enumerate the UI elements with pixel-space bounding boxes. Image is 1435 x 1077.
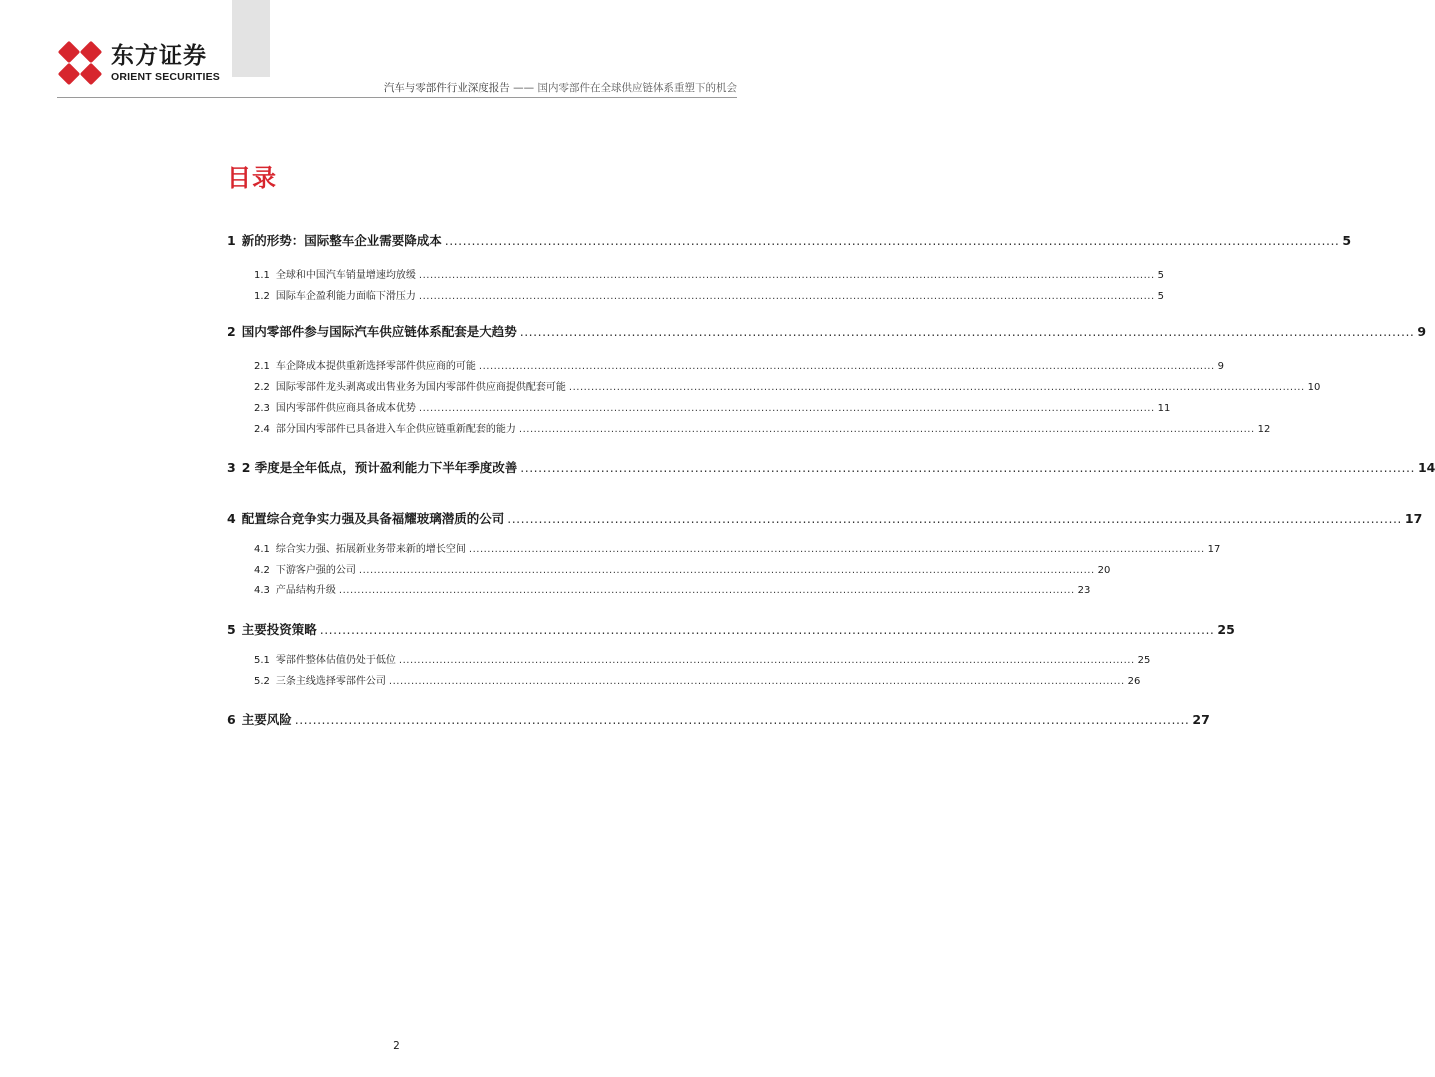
toc-entry-page: 23	[1077, 585, 1091, 596]
report-type: 汽车与零部件行业深度报告	[383, 82, 510, 94]
page-number: 2	[393, 1040, 400, 1052]
orient-logo-icon	[57, 40, 103, 86]
toc-entry-label: 国内零部件供应商具备成本优势	[275, 403, 416, 414]
toc-entry[interactable]	[227, 540, 1221, 555]
header-separator: ——	[513, 82, 535, 94]
toc-entry-label: 车企降成本提供重新选择零部件供应商的可能	[275, 361, 476, 372]
toc-entry-number: 2.2	[254, 382, 270, 393]
toc-entry-number: 2	[227, 324, 236, 339]
toc-entry-number: 5.1	[254, 655, 270, 666]
toc-entry[interactable]	[227, 458, 1435, 476]
toc-dot-leader: ........................................................................................................................................................................................................	[568, 382, 1305, 393]
report-title: 国内零部件在全球供应链体系重塑下的机会	[537, 82, 737, 94]
toc-entry-page: 25	[1217, 622, 1235, 637]
toc-entry-label: 主要风险	[241, 712, 292, 727]
toc-dot-leader: ........................................................................................................................................................................................................	[418, 291, 1155, 302]
toc-entry-page: 17	[1207, 544, 1221, 555]
toc-entry-number: 4.1	[254, 544, 270, 555]
toc-entry-label: 三条主线选择零部件公司	[275, 676, 386, 687]
toc-entry-number: 3	[227, 460, 236, 475]
toc-entry-page: 17	[1404, 511, 1423, 526]
toc-entry-label: 主要投资策略	[241, 622, 317, 637]
toc-entry-number: 1.2	[254, 291, 270, 302]
toc-entry[interactable]	[227, 399, 1171, 414]
toc-entry[interactable]	[227, 357, 1225, 372]
header-grey-tab	[232, 0, 270, 77]
brand-logo	[57, 40, 220, 86]
toc-entry-number: 4	[227, 511, 236, 526]
toc-entry-label: 下游客户强的公司	[275, 565, 356, 576]
toc-entry-label: 全球和中国汽车销量增速均放缓	[275, 270, 416, 281]
toc-entry-label: 国际车企盈利能力面临下滑压力	[275, 291, 416, 302]
toc-entry-number: 1	[227, 233, 236, 248]
toc-dot-leader: ........................................................................................................................................................................................................	[507, 511, 1402, 526]
toc-entry-page: 26	[1127, 676, 1141, 687]
toc-entry-page: 20	[1097, 565, 1111, 576]
toc-entry[interactable]	[227, 672, 1141, 687]
toc-dot-leader: ........................................................................................................................................................................................................	[294, 712, 1190, 727]
toc-entry-page: 9	[1417, 324, 1427, 339]
toc-entry[interactable]	[227, 509, 1423, 527]
toc-dot-leader: ........................................................................................................................................................................................................	[418, 270, 1155, 281]
toc-entry[interactable]	[227, 561, 1111, 576]
toc-dot-leader: ........................................................................................................................................................................................................	[444, 233, 1340, 248]
toc-entry[interactable]	[227, 620, 1235, 638]
toc-dot-leader: ........................................................................................................................................................................................................	[519, 324, 1415, 339]
toc-dot-leader: ........................................................................................................................................................................................................	[388, 676, 1125, 687]
toc-entry-number: 2.4	[254, 424, 270, 435]
toc-dot-leader: ........................................................................................................................................................................................................	[358, 565, 1095, 576]
toc-entry-label: 2 季度是全年低点，预计盈利能力下半年季度改善	[241, 460, 518, 475]
toc-entry-page: 27	[1192, 712, 1210, 727]
toc-entry-label: 国内零部件参与国际汽车供应链体系配套是大趋势	[241, 324, 517, 339]
toc-entry-number: 2.1	[254, 361, 270, 372]
toc-dot-leader: ........................................................................................................................................................................................................	[338, 585, 1075, 596]
toc-entry-page: 5	[1157, 270, 1165, 281]
brand-name-en: ORIENT SECURITIES	[111, 71, 220, 83]
toc-title: 目录	[227, 164, 277, 192]
toc-dot-leader: ........................................................................................................................................................................................................	[520, 460, 1415, 475]
toc-entry-page: 25	[1137, 655, 1151, 666]
header-divider	[57, 97, 737, 98]
toc-entry-label: 配置综合竞争实力强及具备福耀玻璃潜质的公司	[241, 511, 505, 526]
toc-dot-leader: ........................................................................................................................................................................................................	[478, 361, 1215, 372]
toc-entry-page: 11	[1157, 403, 1171, 414]
toc-entry[interactable]	[227, 287, 1165, 302]
toc-entry[interactable]	[227, 420, 1271, 435]
toc-entry-page: 9	[1217, 361, 1225, 372]
toc-entry[interactable]	[227, 651, 1151, 666]
toc-entry-page: 10	[1307, 382, 1321, 393]
toc-entry[interactable]	[227, 710, 1210, 728]
toc-entry-page: 5	[1342, 233, 1352, 248]
report-header	[384, 80, 737, 95]
toc-entry[interactable]	[227, 378, 1321, 393]
toc-entry-label: 综合实力强、拓展新业务带来新的增长空间	[275, 544, 466, 555]
toc-entry-label: 新的形势：国际整车企业需要降成本	[241, 233, 442, 248]
toc-entry[interactable]	[227, 266, 1165, 281]
toc-entry-label: 国际零部件龙头剥离或出售业务为国内零部件供应商提供配套可能	[275, 382, 566, 393]
toc-dot-leader: ........................................................................................................................................................................................................	[398, 655, 1135, 666]
toc-entry-number: 4.3	[254, 585, 270, 596]
toc-entry[interactable]	[227, 231, 1352, 249]
toc-entry[interactable]	[227, 322, 1427, 340]
brand-name-cn: 东方证券	[111, 43, 207, 69]
toc-entry-number: 1.1	[254, 270, 270, 281]
toc-entry-label: 产品结构升级	[275, 585, 336, 596]
toc-entry-number: 2.3	[254, 403, 270, 414]
toc-entry-number: 6	[227, 712, 236, 727]
toc-entry-label: 部分国内零部件已具备进入车企供应链重新配套的能力	[275, 424, 516, 435]
toc-entry-label: 零部件整体估值仍处于低位	[275, 655, 396, 666]
toc-dot-leader: ........................................................................................................................................................................................................	[319, 622, 1215, 637]
toc-dot-leader: ........................................................................................................................................................................................................	[468, 544, 1205, 555]
toc-entry-number: 5.2	[254, 676, 270, 687]
toc-entry-page: 5	[1157, 291, 1165, 302]
toc-entry-page: 12	[1257, 424, 1271, 435]
toc-dot-leader: ........................................................................................................................................................................................................	[518, 424, 1255, 435]
toc-entry-number: 5	[227, 622, 236, 637]
toc-entry[interactable]	[227, 581, 1091, 596]
toc-dot-leader: ........................................................................................................................................................................................................	[418, 403, 1155, 414]
toc-entry-number: 4.2	[254, 565, 270, 576]
toc-entry-page: 14	[1417, 460, 1435, 475]
